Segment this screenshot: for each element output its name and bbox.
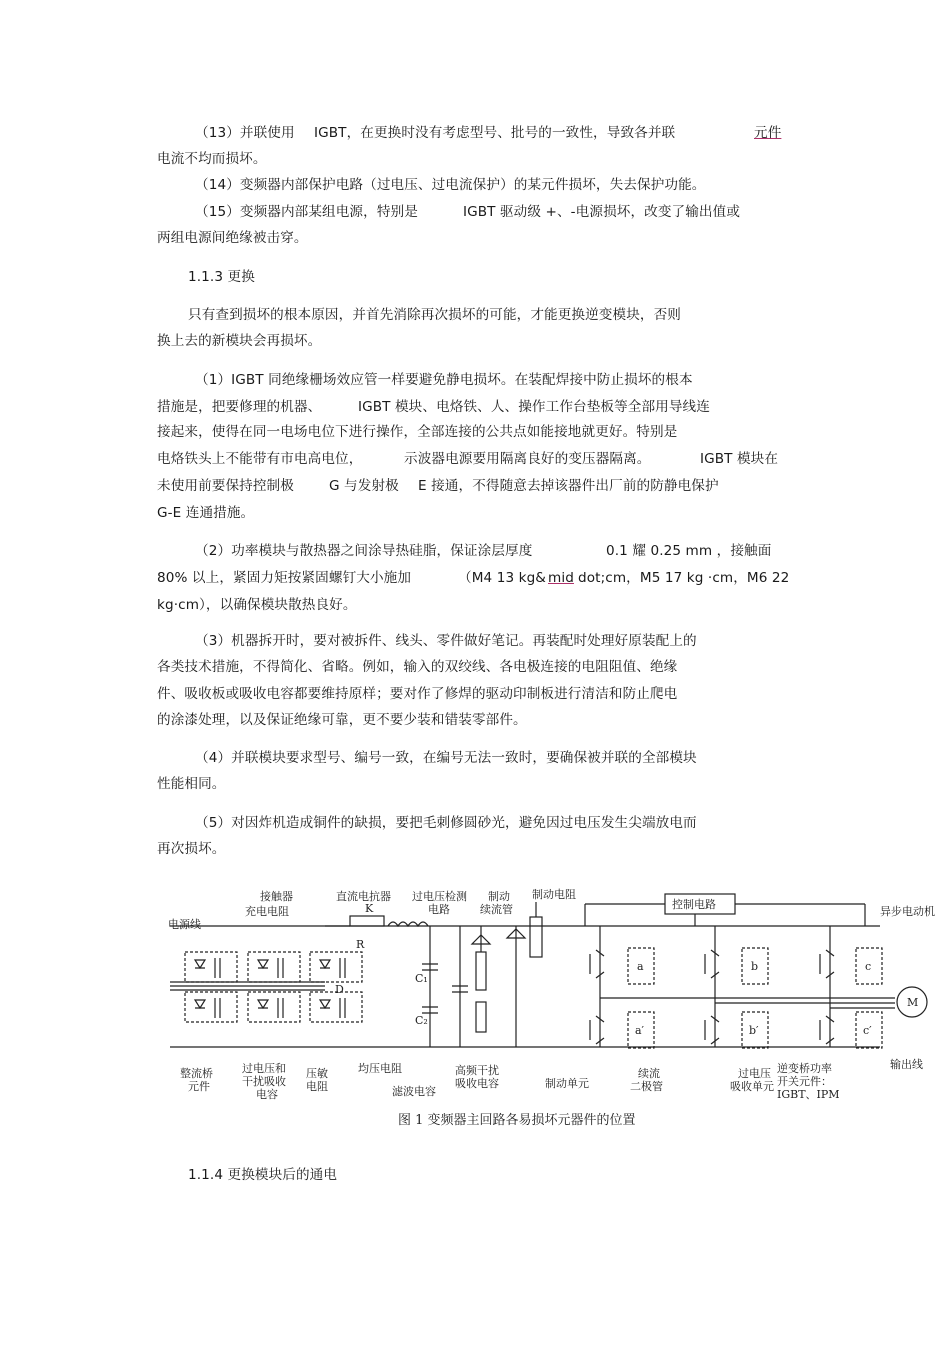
item-13-line-1c: 元件 [754,125,782,141]
item-1-line-1: （1）IGBT 同绝缘栅场效应管一样要避免静电损坏。在装配焊接中防止损坏的根本 [195,372,693,388]
label-rectifier-1: 整流桥 [180,1067,213,1080]
label-power-line: 电源线 [168,918,201,931]
item-1-line-6: G-E 连通措施。 [157,505,255,521]
label-varistor-1: 压敏 [306,1067,328,1080]
label-c-prime: c′ [863,1024,872,1037]
label-rectifier-2: 元件 [188,1080,210,1093]
item-14-text: （14）变频器内部保护电路（过电压、过电流保护）的某元件损坏，失去保护功能。 [195,177,706,193]
label-D: D [335,983,344,996]
label-K: K [365,902,374,915]
item-1-line-4a: 电烙铁头上不能带有市电高电位， [157,451,363,467]
item-3-line-1: （3）机器拆开时，要对被拆件、线头、零件做好笔记。再装配时处理好原装配上的 [195,633,697,649]
item-13-line-1b: IGBT，在更换时没有考虑型号、批号的一致性，导致各并联 [314,125,676,141]
item-2-line-2c: mid [548,570,574,586]
item-2-line-1b: 0.1 耀 0.25 mm ，接触面 [606,543,772,559]
label-R: R [356,938,365,951]
label-freewheel-1: 续流 [638,1067,660,1080]
label-hf-2: 吸收电容 [455,1077,499,1090]
label-filter-cap: 滤波电容 [392,1085,436,1098]
item-2-line-2b: （M4 13 kg& [458,570,547,586]
item-1-line-4c: IGBT 模块在 [700,451,779,467]
item-1-line-5b: G 与发射极 [329,478,399,494]
inverter-main-circuit-figure [160,882,950,1142]
label-b-prime: b′ [749,1024,759,1037]
label-brake-fw-1: 制动 [488,890,510,903]
item-15-line-2: 两组电源间绝缘被击穿。 [157,230,308,246]
section-heading-1-1-4: 1.1.4 更换模块后的通电 [188,1167,338,1183]
label-hf-1: 高频干扰 [455,1064,499,1077]
label-ov-absorb-2: 干扰吸收 [242,1075,286,1088]
label-ov-unit-2: 吸收单元 [730,1080,774,1093]
label-control-circuit: 控制电路 [672,898,716,911]
label-ov-unit-1: 过电压 [738,1067,771,1080]
item-3-line-4: 的涂漆处理，以及保证绝缘可靠，更不要少装和错装零部件。 [157,712,527,728]
item-5-line-2: 再次损坏。 [157,841,226,857]
item-1-line-4b: 示波器电源要用隔离良好的变压器隔离。 [404,451,651,467]
intro-line-2: 换上去的新模块会再损坏。 [157,333,322,349]
item-1-line-5c: E 接通，不得随意去掉该器件出厂前的防静电保护 [418,478,719,494]
label-charge-resistor: 充电电阻 [245,905,289,918]
label-b: b [751,960,759,973]
item-15-line-1b: IGBT 驱动级 +、-电源损坏，改变了输出值或 [463,204,741,220]
label-freewheel-2: 二极管 [630,1080,663,1093]
label-output-line: 输出线 [890,1058,923,1071]
label-C2: C₂ [415,1014,428,1027]
label-inverter-3: IGBT、IPM [777,1088,840,1101]
item-1-line-5a: 未使用前要保持控制极 [157,478,294,494]
item-3-line-2: 各类技术措施，不得简化、省略。例如，输入的双绞线、各电极连接的电阻阻值、绝缘 [157,659,678,675]
label-a-prime: a′ [635,1024,645,1037]
label-ov-absorb-1: 过电压和 [242,1062,286,1075]
label-inverter-2: 开关元件： [777,1075,832,1088]
label-M: M [907,996,919,1009]
label-motor: 异步电动机 [880,905,935,918]
label-brake-unit: 制动单元 [545,1077,589,1090]
label-ov-detect-2: 电路 [428,903,450,916]
label-a: a [637,960,644,973]
item-2-line-2a: 80% 以上，紧固力矩按紧固螺钉大小施加 [157,570,412,586]
item-1-line-2a: 措施是，把要修理的机器、 [157,399,322,415]
label-dc-reactor: 直流电抗器 [336,890,391,903]
item-4-line-2: 性能相同。 [157,776,226,792]
item-13-line-1a: （13）并联使用 [195,125,295,141]
label-c: c [865,960,872,973]
label-ov-absorb-3: 电容 [256,1088,278,1101]
item-2-line-2d: dot;cm，M5 17 kg ·cm，M6 22 [578,570,790,586]
item-13-line-2: 电流不均而损坏。 [157,151,267,167]
item-2-line-1a: （2）功率模块与散热器之间涂导热硅脂，保证涂层厚度 [195,543,533,559]
item-3-line-3: 件、吸收板或吸收电容都要维持原样；要对作了修焊的驱动印制板进行清洁和防止爬电 [157,686,678,702]
label-balance-resistor: 均压电阻 [358,1062,402,1075]
item-5-line-1: （5）对因炸机造成铜件的缺损，要把毛刺修圆砂光，避免因过电压发生尖端放电而 [195,815,697,831]
item-1-line-2b: IGBT 模块、电烙铁、人、操作工作台垫板等全部用导线连 [358,399,710,415]
item-2-line-3: kg·cm），以确保模块散热良好。 [157,597,357,613]
label-brake-resistor: 制动电阻 [532,888,576,901]
label-brake-fw-2: 续流管 [480,903,513,916]
label-ov-detect-1: 过电压检测 [412,890,467,903]
section-heading-1-1-3: 1.1.3 更换 [188,269,255,285]
item-4-line-1: （4）并联模块要求型号、编号一致，在编号无法一致时，要确保被并联的全部模块 [195,750,697,766]
label-contactor: 接触器 [260,890,293,903]
item-15-line-1a: （15）变频器内部某组电源，特别是 [195,204,418,220]
figure-caption: 图 1 变频器主回路各易损坏元器件的位置 [398,1113,636,1128]
label-C1: C₁ [415,972,428,985]
intro-line-1: 只有查到损坏的根本原因，并首先消除再次损坏的可能，才能更换逆变模块，否则 [188,307,681,323]
label-varistor-2: 电阻 [306,1080,328,1093]
label-inverter-1: 逆变桥功率 [777,1062,832,1075]
item-1-line-3: 接起来，使得在同一电场电位下进行操作，全部连接的公共点如能接地就更好。特别是 [157,424,678,440]
